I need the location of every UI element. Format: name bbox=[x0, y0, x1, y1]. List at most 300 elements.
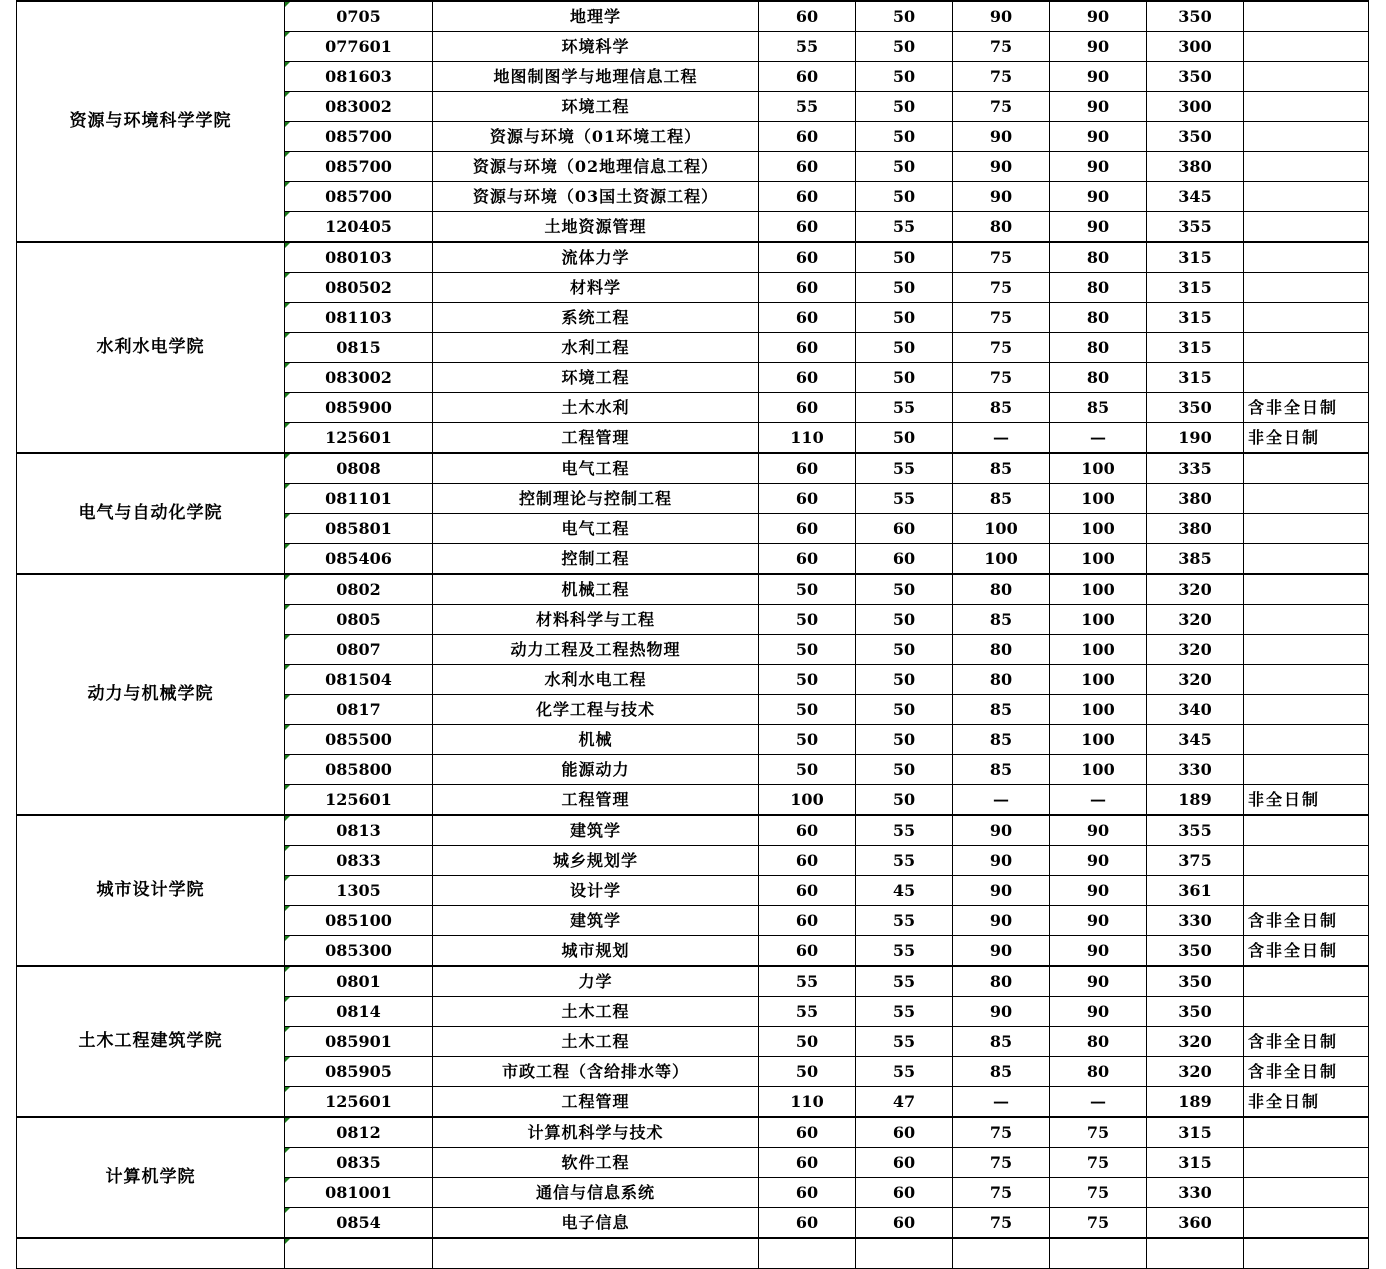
subject1-score-cell: 90 bbox=[953, 815, 1050, 846]
subject2-score-cell: — bbox=[1050, 1087, 1147, 1118]
total-score-cell: 350 bbox=[1147, 122, 1244, 152]
foreign-language-score-cell: 50 bbox=[856, 605, 953, 635]
note-cell bbox=[1244, 635, 1369, 665]
subject2-score-cell bbox=[1050, 1238, 1147, 1269]
politics-score-cell: 110 bbox=[759, 423, 856, 454]
note-cell bbox=[1244, 966, 1369, 997]
total-score-cell: 300 bbox=[1147, 92, 1244, 122]
major-name-cell: 控制工程 bbox=[433, 544, 759, 575]
subject1-score-cell: 80 bbox=[953, 966, 1050, 997]
politics-score-cell: 50 bbox=[759, 755, 856, 785]
subject2-score-cell: 80 bbox=[1050, 242, 1147, 273]
politics-score-cell: 60 bbox=[759, 333, 856, 363]
college-name-cell: 动力与机械学院 bbox=[17, 574, 285, 815]
total-score-cell: 315 bbox=[1147, 303, 1244, 333]
total-score-cell: 300 bbox=[1147, 32, 1244, 62]
note-cell bbox=[1244, 1117, 1369, 1148]
foreign-language-score-cell: 55 bbox=[856, 997, 953, 1027]
major-name-cell: 环境工程 bbox=[433, 363, 759, 393]
subject1-score-cell: 90 bbox=[953, 182, 1050, 212]
note-cell bbox=[1244, 605, 1369, 635]
table-body bbox=[17, 1, 1369, 1269]
politics-score-cell: 60 bbox=[759, 514, 856, 544]
subject1-score-cell: 85 bbox=[953, 725, 1050, 755]
politics-score-cell: 60 bbox=[759, 846, 856, 876]
subject1-score-cell: 75 bbox=[953, 62, 1050, 92]
major-code-cell: 0814 bbox=[285, 997, 433, 1027]
subject2-score-cell: 100 bbox=[1050, 635, 1147, 665]
note-cell bbox=[1244, 1178, 1369, 1208]
politics-score-cell: 60 bbox=[759, 1178, 856, 1208]
subject1-score-cell: 85 bbox=[953, 453, 1050, 484]
major-name-cell: 土木水利 bbox=[433, 393, 759, 423]
major-name-cell: 地图制图学与地理信息工程 bbox=[433, 62, 759, 92]
foreign-language-score-cell: 50 bbox=[856, 122, 953, 152]
major-code-cell: 083002 bbox=[285, 92, 433, 122]
subject2-score-cell: 100 bbox=[1050, 544, 1147, 575]
politics-score-cell: 60 bbox=[759, 363, 856, 393]
politics-score-cell: 60 bbox=[759, 1148, 856, 1178]
total-score-cell: 320 bbox=[1147, 635, 1244, 665]
major-name-cell: 机械工程 bbox=[433, 574, 759, 605]
subject2-score-cell: 90 bbox=[1050, 182, 1147, 212]
total-score-cell: 355 bbox=[1147, 815, 1244, 846]
subject2-score-cell: 100 bbox=[1050, 725, 1147, 755]
politics-score-cell: 60 bbox=[759, 544, 856, 575]
politics-score-cell: 60 bbox=[759, 212, 856, 243]
note-cell bbox=[1244, 755, 1369, 785]
major-name-cell: 材料学 bbox=[433, 273, 759, 303]
note-cell bbox=[1244, 484, 1369, 514]
major-name-cell: 软件工程 bbox=[433, 1148, 759, 1178]
subject1-score-cell: 90 bbox=[953, 122, 1050, 152]
subject1-score-cell: 90 bbox=[953, 846, 1050, 876]
subject2-score-cell: 90 bbox=[1050, 966, 1147, 997]
major-code-cell: 0807 bbox=[285, 635, 433, 665]
subject1-score-cell: 75 bbox=[953, 32, 1050, 62]
foreign-language-score-cell: 60 bbox=[856, 1178, 953, 1208]
subject1-score-cell: 80 bbox=[953, 635, 1050, 665]
total-score-cell: 330 bbox=[1147, 906, 1244, 936]
total-score-cell: 375 bbox=[1147, 846, 1244, 876]
note-cell bbox=[1244, 273, 1369, 303]
foreign-language-score-cell: 50 bbox=[856, 574, 953, 605]
note-cell: 含非全日制 bbox=[1244, 936, 1369, 967]
note-cell bbox=[1244, 846, 1369, 876]
major-name-cell: 电子信息 bbox=[433, 1208, 759, 1239]
table-row bbox=[17, 1117, 1369, 1148]
score-table bbox=[16, 0, 1369, 1269]
subject1-score-cell: 80 bbox=[953, 665, 1050, 695]
note-cell bbox=[1244, 122, 1369, 152]
note-cell bbox=[1244, 815, 1369, 846]
table-row bbox=[17, 966, 1369, 997]
major-name-cell: 计算机科学与技术 bbox=[433, 1117, 759, 1148]
subject2-score-cell: 90 bbox=[1050, 936, 1147, 967]
note-cell bbox=[1244, 695, 1369, 725]
politics-score-cell: 50 bbox=[759, 605, 856, 635]
major-code-cell: 0817 bbox=[285, 695, 433, 725]
major-name-cell: 流体力学 bbox=[433, 242, 759, 273]
major-name-cell: 水利工程 bbox=[433, 333, 759, 363]
subject2-score-cell: 90 bbox=[1050, 876, 1147, 906]
subject1-score-cell: 85 bbox=[953, 1057, 1050, 1087]
subject1-score-cell: 85 bbox=[953, 755, 1050, 785]
politics-score-cell: 60 bbox=[759, 273, 856, 303]
subject1-score-cell: 90 bbox=[953, 997, 1050, 1027]
subject1-score-cell: 85 bbox=[953, 1027, 1050, 1057]
subject1-score-cell: 85 bbox=[953, 605, 1050, 635]
foreign-language-score-cell bbox=[856, 1238, 953, 1269]
total-score-cell: 189 bbox=[1147, 1087, 1244, 1118]
major-code-cell bbox=[285, 1238, 433, 1269]
college-name-cell: 资源与环境科学学院 bbox=[17, 1, 285, 242]
major-code-cell: 085406 bbox=[285, 544, 433, 575]
subject2-score-cell: 75 bbox=[1050, 1208, 1147, 1239]
major-code-cell: 0854 bbox=[285, 1208, 433, 1239]
foreign-language-score-cell: 55 bbox=[856, 453, 953, 484]
note-cell bbox=[1244, 574, 1369, 605]
subject2-score-cell: 90 bbox=[1050, 212, 1147, 243]
major-code-cell: 085900 bbox=[285, 393, 433, 423]
subject1-score-cell: 100 bbox=[953, 514, 1050, 544]
foreign-language-score-cell: 50 bbox=[856, 182, 953, 212]
note-cell bbox=[1244, 876, 1369, 906]
total-score-cell: 315 bbox=[1147, 273, 1244, 303]
major-name-cell: 化学工程与技术 bbox=[433, 695, 759, 725]
foreign-language-score-cell: 50 bbox=[856, 92, 953, 122]
subject1-score-cell: 75 bbox=[953, 273, 1050, 303]
foreign-language-score-cell: 47 bbox=[856, 1087, 953, 1118]
major-name-cell: 城市规划 bbox=[433, 936, 759, 967]
politics-score-cell: 55 bbox=[759, 92, 856, 122]
subject2-score-cell: 90 bbox=[1050, 815, 1147, 846]
major-code-cell: 0813 bbox=[285, 815, 433, 846]
subject1-score-cell: 75 bbox=[953, 1117, 1050, 1148]
politics-score-cell: 110 bbox=[759, 1087, 856, 1118]
total-score-cell: 380 bbox=[1147, 484, 1244, 514]
foreign-language-score-cell: 50 bbox=[856, 725, 953, 755]
note-cell: 非全日制 bbox=[1244, 423, 1369, 454]
subject2-score-cell: 85 bbox=[1050, 393, 1147, 423]
subject1-score-cell: 90 bbox=[953, 936, 1050, 967]
note-cell bbox=[1244, 1238, 1369, 1269]
subject2-score-cell: 90 bbox=[1050, 32, 1147, 62]
subject2-score-cell: 90 bbox=[1050, 122, 1147, 152]
total-score-cell: 350 bbox=[1147, 936, 1244, 967]
major-code-cell: 0808 bbox=[285, 453, 433, 484]
major-code-cell: 120405 bbox=[285, 212, 433, 243]
total-score-cell: 315 bbox=[1147, 242, 1244, 273]
note-cell bbox=[1244, 453, 1369, 484]
foreign-language-score-cell: 50 bbox=[856, 635, 953, 665]
college-name-cell: 城市设计学院 bbox=[17, 815, 285, 966]
major-name-cell: 地理学 bbox=[433, 1, 759, 32]
foreign-language-score-cell: 55 bbox=[856, 906, 953, 936]
subject2-score-cell: 80 bbox=[1050, 303, 1147, 333]
total-score-cell: 345 bbox=[1147, 725, 1244, 755]
total-score-cell: 320 bbox=[1147, 605, 1244, 635]
major-code-cell: 080502 bbox=[285, 273, 433, 303]
table-row bbox=[17, 1238, 1369, 1269]
total-score-cell: 350 bbox=[1147, 62, 1244, 92]
subject2-score-cell: 75 bbox=[1050, 1148, 1147, 1178]
subject1-score-cell: 75 bbox=[953, 1148, 1050, 1178]
note-cell bbox=[1244, 92, 1369, 122]
total-score-cell: 335 bbox=[1147, 453, 1244, 484]
major-code-cell: 081504 bbox=[285, 665, 433, 695]
total-score-cell: 330 bbox=[1147, 755, 1244, 785]
subject1-score-cell: 85 bbox=[953, 695, 1050, 725]
note-cell bbox=[1244, 1208, 1369, 1239]
foreign-language-score-cell: 55 bbox=[856, 1027, 953, 1057]
politics-score-cell: 50 bbox=[759, 574, 856, 605]
major-name-cell: 建筑学 bbox=[433, 815, 759, 846]
subject2-score-cell: 100 bbox=[1050, 514, 1147, 544]
major-name-cell: 工程管理 bbox=[433, 423, 759, 454]
note-cell: 含非全日制 bbox=[1244, 1057, 1369, 1087]
major-name-cell bbox=[433, 1238, 759, 1269]
major-code-cell: 085800 bbox=[285, 755, 433, 785]
politics-score-cell: 60 bbox=[759, 453, 856, 484]
foreign-language-score-cell: 60 bbox=[856, 1148, 953, 1178]
politics-score-cell: 60 bbox=[759, 122, 856, 152]
subject1-score-cell: 75 bbox=[953, 92, 1050, 122]
subject1-score-cell: 80 bbox=[953, 212, 1050, 243]
politics-score-cell: 60 bbox=[759, 484, 856, 514]
table-row bbox=[17, 242, 1369, 273]
table-row bbox=[17, 574, 1369, 605]
major-code-cell: 125601 bbox=[285, 1087, 433, 1118]
major-name-cell: 力学 bbox=[433, 966, 759, 997]
major-code-cell: 081101 bbox=[285, 484, 433, 514]
major-name-cell: 城乡规划学 bbox=[433, 846, 759, 876]
foreign-language-score-cell: 55 bbox=[856, 966, 953, 997]
note-cell bbox=[1244, 725, 1369, 755]
major-name-cell: 工程管理 bbox=[433, 1087, 759, 1118]
note-cell: 非全日制 bbox=[1244, 785, 1369, 816]
note-cell bbox=[1244, 212, 1369, 243]
subject1-score-cell: 100 bbox=[953, 544, 1050, 575]
subject2-score-cell: 100 bbox=[1050, 453, 1147, 484]
subject1-score-cell: 90 bbox=[953, 1, 1050, 32]
major-code-cell: 0815 bbox=[285, 333, 433, 363]
politics-score-cell: 50 bbox=[759, 725, 856, 755]
total-score-cell: 350 bbox=[1147, 997, 1244, 1027]
foreign-language-score-cell: 50 bbox=[856, 785, 953, 816]
note-cell bbox=[1244, 514, 1369, 544]
subject2-score-cell: 90 bbox=[1050, 92, 1147, 122]
politics-score-cell: 60 bbox=[759, 1208, 856, 1239]
subject2-score-cell: 80 bbox=[1050, 1057, 1147, 1087]
foreign-language-score-cell: 50 bbox=[856, 62, 953, 92]
major-name-cell: 资源与环境（01环境工程） bbox=[433, 122, 759, 152]
foreign-language-score-cell: 55 bbox=[856, 393, 953, 423]
subject2-score-cell: — bbox=[1050, 785, 1147, 816]
major-name-cell: 土木工程 bbox=[433, 997, 759, 1027]
note-cell bbox=[1244, 152, 1369, 182]
politics-score-cell: 60 bbox=[759, 1117, 856, 1148]
politics-score-cell: 60 bbox=[759, 936, 856, 967]
subject2-score-cell: 80 bbox=[1050, 1027, 1147, 1057]
subject1-score-cell: 75 bbox=[953, 242, 1050, 273]
politics-score-cell: 60 bbox=[759, 815, 856, 846]
note-cell: 含非全日制 bbox=[1244, 906, 1369, 936]
subject2-score-cell: 100 bbox=[1050, 755, 1147, 785]
total-score-cell: 385 bbox=[1147, 544, 1244, 575]
major-name-cell: 设计学 bbox=[433, 876, 759, 906]
major-code-cell: 0801 bbox=[285, 966, 433, 997]
foreign-language-score-cell: 45 bbox=[856, 876, 953, 906]
major-name-cell: 控制理论与控制工程 bbox=[433, 484, 759, 514]
subject2-score-cell: 80 bbox=[1050, 333, 1147, 363]
subject1-score-cell: — bbox=[953, 785, 1050, 816]
total-score-cell: 320 bbox=[1147, 1057, 1244, 1087]
subject2-score-cell: 90 bbox=[1050, 62, 1147, 92]
major-code-cell: 0802 bbox=[285, 574, 433, 605]
total-score-cell: 380 bbox=[1147, 514, 1244, 544]
note-cell bbox=[1244, 363, 1369, 393]
major-name-cell: 工程管理 bbox=[433, 785, 759, 816]
foreign-language-score-cell: 50 bbox=[856, 1, 953, 32]
politics-score-cell: 50 bbox=[759, 1057, 856, 1087]
major-code-cell: 080103 bbox=[285, 242, 433, 273]
major-name-cell: 电气工程 bbox=[433, 514, 759, 544]
politics-score-cell: 55 bbox=[759, 997, 856, 1027]
subject1-score-cell: — bbox=[953, 1087, 1050, 1118]
politics-score-cell: 50 bbox=[759, 1027, 856, 1057]
subject2-score-cell: 90 bbox=[1050, 1, 1147, 32]
politics-score-cell: 60 bbox=[759, 182, 856, 212]
note-cell: 含非全日制 bbox=[1244, 1027, 1369, 1057]
major-name-cell: 环境科学 bbox=[433, 32, 759, 62]
total-score-cell: 361 bbox=[1147, 876, 1244, 906]
total-score-cell: 355 bbox=[1147, 212, 1244, 243]
subject1-score-cell: 75 bbox=[953, 1178, 1050, 1208]
subject2-score-cell: 75 bbox=[1050, 1117, 1147, 1148]
major-code-cell: 081001 bbox=[285, 1178, 433, 1208]
foreign-language-score-cell: 50 bbox=[856, 755, 953, 785]
major-code-cell: 0812 bbox=[285, 1117, 433, 1148]
major-code-cell: 085901 bbox=[285, 1027, 433, 1057]
subject1-score-cell: 85 bbox=[953, 484, 1050, 514]
college-name-cell: 计算机学院 bbox=[17, 1117, 285, 1238]
foreign-language-score-cell: 50 bbox=[856, 152, 953, 182]
total-score-cell: 340 bbox=[1147, 695, 1244, 725]
subject1-score-cell: 75 bbox=[953, 303, 1050, 333]
foreign-language-score-cell: 50 bbox=[856, 363, 953, 393]
foreign-language-score-cell: 60 bbox=[856, 544, 953, 575]
college-name-cell: 土木工程建筑学院 bbox=[17, 966, 285, 1117]
subject2-score-cell: 80 bbox=[1050, 363, 1147, 393]
major-name-cell: 土木工程 bbox=[433, 1027, 759, 1057]
major-code-cell: 085700 bbox=[285, 122, 433, 152]
total-score-cell: 350 bbox=[1147, 393, 1244, 423]
subject2-score-cell: 100 bbox=[1050, 484, 1147, 514]
subject2-score-cell: 90 bbox=[1050, 846, 1147, 876]
subject2-score-cell: 90 bbox=[1050, 152, 1147, 182]
major-code-cell: 085905 bbox=[285, 1057, 433, 1087]
major-name-cell: 环境工程 bbox=[433, 92, 759, 122]
politics-score-cell bbox=[759, 1238, 856, 1269]
politics-score-cell: 50 bbox=[759, 695, 856, 725]
total-score-cell: 315 bbox=[1147, 333, 1244, 363]
politics-score-cell: 60 bbox=[759, 906, 856, 936]
note-cell bbox=[1244, 333, 1369, 363]
major-code-cell: 1305 bbox=[285, 876, 433, 906]
table-row bbox=[17, 815, 1369, 846]
note-cell bbox=[1244, 62, 1369, 92]
foreign-language-score-cell: 50 bbox=[856, 423, 953, 454]
subject2-score-cell: 100 bbox=[1050, 665, 1147, 695]
politics-score-cell: 60 bbox=[759, 1, 856, 32]
college-name-cell: 电气与自动化学院 bbox=[17, 453, 285, 574]
major-code-cell: 0805 bbox=[285, 605, 433, 635]
politics-score-cell: 50 bbox=[759, 665, 856, 695]
foreign-language-score-cell: 55 bbox=[856, 815, 953, 846]
politics-score-cell: 55 bbox=[759, 32, 856, 62]
politics-score-cell: 100 bbox=[759, 785, 856, 816]
subject1-score-cell: 75 bbox=[953, 1208, 1050, 1239]
subject1-score-cell: 75 bbox=[953, 333, 1050, 363]
foreign-language-score-cell: 50 bbox=[856, 695, 953, 725]
foreign-language-score-cell: 60 bbox=[856, 514, 953, 544]
subject1-score-cell bbox=[953, 1238, 1050, 1269]
subject2-score-cell: — bbox=[1050, 423, 1147, 454]
note-cell bbox=[1244, 997, 1369, 1027]
major-code-cell: 125601 bbox=[285, 785, 433, 816]
major-code-cell: 085700 bbox=[285, 152, 433, 182]
major-code-cell: 085500 bbox=[285, 725, 433, 755]
major-code-cell: 081103 bbox=[285, 303, 433, 333]
college-name-cell: 水利水电学院 bbox=[17, 242, 285, 453]
foreign-language-score-cell: 50 bbox=[856, 333, 953, 363]
subject2-score-cell: 80 bbox=[1050, 273, 1147, 303]
subject2-score-cell: 90 bbox=[1050, 906, 1147, 936]
foreign-language-score-cell: 55 bbox=[856, 846, 953, 876]
note-cell bbox=[1244, 182, 1369, 212]
foreign-language-score-cell: 50 bbox=[856, 665, 953, 695]
major-code-cell: 085100 bbox=[285, 906, 433, 936]
major-code-cell: 077601 bbox=[285, 32, 433, 62]
note-cell bbox=[1244, 544, 1369, 575]
total-score-cell: 315 bbox=[1147, 1117, 1244, 1148]
major-name-cell: 动力工程及工程热物理 bbox=[433, 635, 759, 665]
major-name-cell: 市政工程（含给排水等） bbox=[433, 1057, 759, 1087]
major-name-cell: 土地资源管理 bbox=[433, 212, 759, 243]
politics-score-cell: 60 bbox=[759, 242, 856, 273]
total-score-cell: 345 bbox=[1147, 182, 1244, 212]
politics-score-cell: 60 bbox=[759, 62, 856, 92]
major-code-cell: 081603 bbox=[285, 62, 433, 92]
major-name-cell: 建筑学 bbox=[433, 906, 759, 936]
note-cell bbox=[1244, 32, 1369, 62]
total-score-cell: 360 bbox=[1147, 1208, 1244, 1239]
major-name-cell: 资源与环境（02地理信息工程） bbox=[433, 152, 759, 182]
major-name-cell: 机械 bbox=[433, 725, 759, 755]
total-score-cell: 330 bbox=[1147, 1178, 1244, 1208]
politics-score-cell: 60 bbox=[759, 393, 856, 423]
major-code-cell: 125601 bbox=[285, 423, 433, 454]
note-cell bbox=[1244, 303, 1369, 333]
total-score-cell: 350 bbox=[1147, 1, 1244, 32]
major-code-cell: 0833 bbox=[285, 846, 433, 876]
note-cell bbox=[1244, 1, 1369, 32]
subject2-score-cell: 100 bbox=[1050, 574, 1147, 605]
major-code-cell: 085700 bbox=[285, 182, 433, 212]
total-score-cell: 190 bbox=[1147, 423, 1244, 454]
subject2-score-cell: 100 bbox=[1050, 695, 1147, 725]
